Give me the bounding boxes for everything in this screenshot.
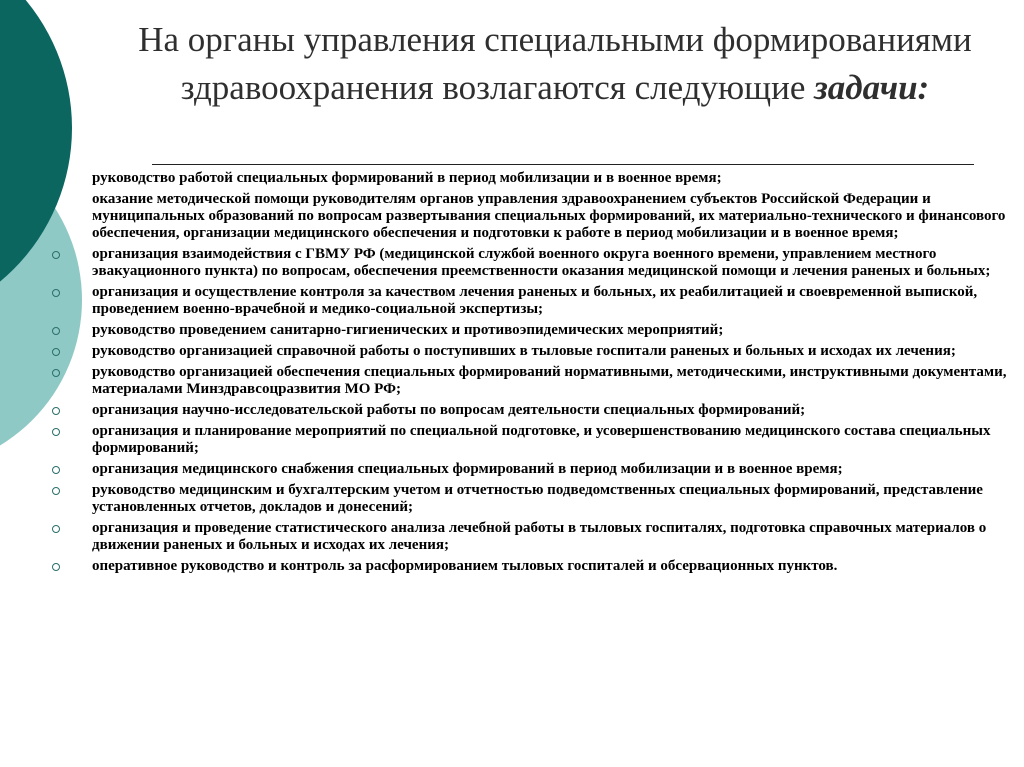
- circle-bullet-icon: [52, 466, 60, 474]
- task-text: организация и проведение статистического анализа лечебной работы в тыловых госпиталях, подготовка справочных материалов о движении раненых и больных и исходах их лечения;: [92, 520, 987, 553]
- slide-title-main: На органы управления специальными формированиями здравоохранения возлагаются следующие: [138, 20, 972, 107]
- task-item: [52, 246, 1020, 280]
- task-item: [52, 423, 1020, 457]
- task-item: [52, 343, 1020, 360]
- task-item: [52, 482, 1020, 516]
- task-item: [52, 461, 1020, 478]
- circle-bullet-icon: [52, 487, 60, 495]
- task-item: [52, 558, 1020, 575]
- task-item: [52, 520, 1020, 554]
- task-list: [52, 170, 1020, 579]
- task-text: руководство организацией обеспечения специальных формирований нормативными, методическими, инструктивными документами, материалами Минздравсоцразвития МО РФ;: [92, 364, 1007, 397]
- task-text: оказание методической помощи руководителям органов управления здравоохранением субъектов Российской Федерации и муниципальных образований по вопросам развертывания специальных формирований, их материально-технического и финансового обеспечения, организации медицинского обеспечения и подготовки к работе в период мобилизации и в военное время;: [92, 191, 1006, 241]
- task-item: [52, 322, 1020, 339]
- task-text: организация и планирование мероприятий по специальной подготовке, и усовершенствованию медицинского состава специальных формирований;: [92, 423, 991, 456]
- task-text: руководство работой специальных формирований в период мобилизации и в военное время;: [92, 170, 722, 186]
- task-text: организация взаимодействия с ГВМУ РФ (медицинской службой военного округа военного времени, управлением местного эвакуационного пункта) по вопросам, обеспечения преемственности оказания медицинской помощи и лечения раненых и больных;: [92, 246, 991, 279]
- task-item: [52, 402, 1020, 419]
- title-divider: [152, 164, 974, 165]
- task-text: руководство организацией справочной работы о поступивших в тыловые госпитали раненых и больных и исходах их лечения;: [92, 343, 956, 359]
- task-text: оперативное руководство и контроль за расформированием тыловых госпиталей и обсервационных пунктов.: [92, 558, 838, 574]
- circle-bullet-icon: [52, 525, 60, 533]
- circle-bullet-icon: [52, 563, 60, 571]
- task-text: организация и осуществление контроля за качеством лечения раненых и больных, их реабилитацией и своевременной выпиской, проведением военно-врачебной и медико-социальной экспертизы;: [92, 284, 978, 317]
- circle-bullet-icon: [52, 369, 60, 377]
- task-text: руководство проведением санитарно-гигиенических и противоэпидемических мероприятий;: [92, 322, 724, 338]
- circle-bullet-icon: [52, 407, 60, 415]
- task-text: руководство медицинским и бухгалтерским учетом и отчетностью подведомственных специальных формирований, представление установленных отчетов, докладов и донесений;: [92, 482, 983, 515]
- task-item: [52, 191, 1020, 242]
- task-text: организация медицинского снабжения специальных формирований в период мобилизации и в военное время;: [92, 461, 843, 477]
- task-item: [52, 284, 1020, 318]
- slide-title-emphasis: задачи:: [814, 68, 930, 107]
- task-item: [52, 170, 1020, 187]
- circle-bullet-icon: [52, 327, 60, 335]
- circle-bullet-icon: [52, 428, 60, 436]
- circle-bullet-icon: [52, 289, 60, 297]
- circle-bullet-icon: [52, 251, 60, 259]
- slide-title: [120, 16, 990, 112]
- task-text: организация научно-исследовательской работы по вопросам деятельности специальных формирований;: [92, 402, 806, 418]
- circle-bullet-icon: [52, 348, 60, 356]
- task-item: [52, 364, 1020, 398]
